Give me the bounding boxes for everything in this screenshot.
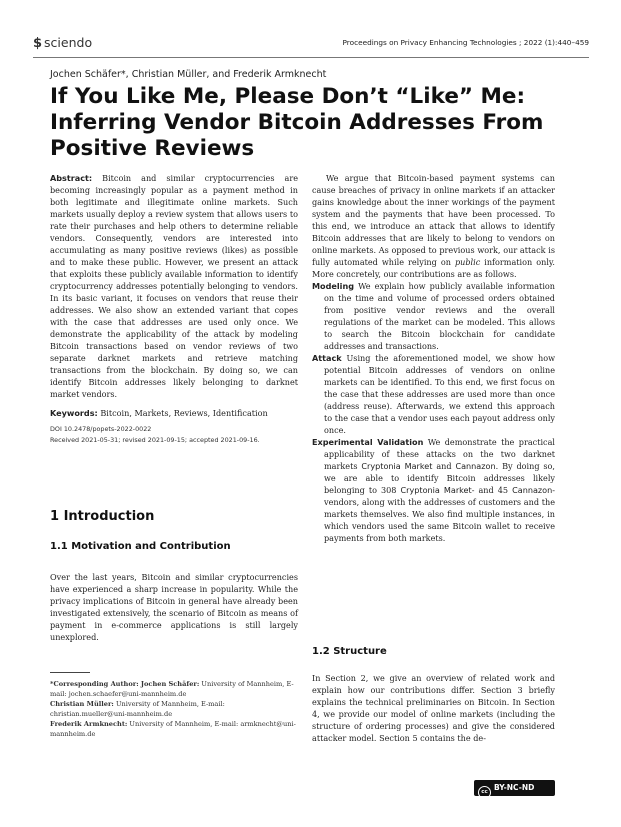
right-column: [312, 172, 555, 544]
paper-title: If You Like Me, Please Don’t “Like” Me: Inferring Vendor Bitcoin Addresses From Positive Reviews: [50, 84, 544, 161]
doi: DOI 10.2478/popets-2022-0022: [50, 425, 152, 433]
footnote-rule: [50, 672, 90, 673]
abstract-text: Bitcoin and similar cryptocurrencies are becoming increasingly popular as a payment method in both legitimate and illegitimate online markets. Such markets usually deploy a review system that allows users to rate their purchases and help others to determine reliable vendors. Consequently, vendors are interested into accumulating as many positive reviews (likes) as possible and to make these public. However, we present an attack that exploits these publicly available information to identify cryptocurrency addresses potentially belonging to vendors. In its basic variant, it focuses on vendors that reuse their addresses. We also show an extended variant that copes with the case that addresses are used only once. We demonstrate the applicability of the attack by modeling Bitcoin transactions based on vendor reviews of two separate darknet markets and retrieve matching transactions from the blockchain. By doing so, we can identify Bitcoin addresses likely belonging to darknet market vendors.: [50, 173, 298, 399]
logo-text: sciendo: [44, 35, 93, 50]
license-label: BY-NC-ND: [494, 783, 535, 792]
received-dates: Received 2021-05-31; revised 2021-09-15; accepted 2021-09-16.: [50, 436, 260, 444]
subsection-heading-structure: 1.2 Structure: [312, 646, 387, 657]
dollar-icon: $: [33, 36, 43, 51]
license-badge[interactable]: [474, 780, 555, 796]
header-rule: [33, 57, 589, 58]
structure-text: In Section 2, we give an overview of related work and explain how our contributions differ. Section 3 briefly explains the technical preliminaries on Bitcoin. In Section 4, we provide our model of online markets (including the structure of ordering processes) and give the considered attacker model. Section 5 contains the de-: [312, 673, 555, 743]
abstract-label: Abstract:: [50, 173, 93, 183]
authors: Jochen Schäfer*, Christian Müller, and Frederik Armknecht: [50, 69, 327, 80]
abstract: [50, 172, 298, 400]
intro-paragraph: We argue that Bitcoin-based payment systems can cause breaches of privacy in online markets if an attacker gains knowledge about the inner workings of the payment system and the payments that have been processed. To this end, we introduce an attack that allows to identify Bitcoin addresses that are likely to belong to vendors on online markets. As opposed to previous work, our attack is fully automated while relying on public information only. More concretely, our contributions are as follows.: [312, 173, 555, 279]
keywords-text: Bitcoin, Markets, Reviews, Identification: [100, 408, 268, 418]
contribution-modeling: Modeling We explain how publicly available information on the time and volume of processed orders obtained from positive vendor reviews and the overall regulations of the market can be modeled. This allows to search the Bitcoin blockchain for candidate addresses and transactions.: [312, 281, 555, 351]
creative-commons-icon: cc: [478, 786, 491, 799]
journal-reference: Proceedings on Privacy Enhancing Technologies ; 2022 (1):440–459: [342, 38, 589, 47]
section-heading-introduction: 1 Introduction: [50, 509, 155, 524]
contribution-attack: Attack Using the aforementioned model, we show how potential Bitcoin addresses of vendors on online markets can be identified. To this end, we first focus on the case that these addresses are used more than once (address reuse). Afterwards, we extend this approach to the case that a vendor uses each payout address only once.: [312, 353, 556, 435]
footnotes: [50, 679, 298, 739]
footnote-item: *Corresponding Author: Jochen Schäfer: University of Mannheim, E-mail: jochen.schaefer@uni-mannheim.de: [50, 680, 294, 698]
sciendo-logo: [33, 35, 92, 51]
keywords: [50, 407, 298, 419]
contribution-validation: Experimental Validation We demonstrate the practical applicability of these attacks on the two darknet markets Cryptonia Market and Cannazon. By doing so, we are able to identify Bitcoin addresses likely belonging to 308 Cryptonia Market- and 45 Cannazon-vendors, along with the addresses of customers and the markets themselves. We also find multiple instances, in which vendors used the same Bitcoin wallet to receive payments from both markets.: [312, 437, 555, 543]
footnote-item: Christian Müller: University of Mannheim, E-mail: christian.mueller@uni-mannheim.de: [50, 700, 225, 718]
subsection-heading-motivation: 1.1 Motivation and Contribution: [50, 541, 231, 552]
introduction-text: Over the last years, Bitcoin and similar cryptocurrencies have experienced a sharp increase in popularity. While the privacy implications of Bitcoin in general have already been investigated extensively, the scenario of Bitcoin as means of payment in e-commerce applications is still largely unexplored.: [50, 572, 298, 642]
footnote-item: Frederik Armknecht: University of Mannheim, E-mail: armknecht@uni-mannheim.de: [50, 720, 296, 738]
left-column: [50, 172, 298, 446]
page-header: [33, 35, 589, 55]
keywords-label: Keywords:: [50, 408, 98, 418]
